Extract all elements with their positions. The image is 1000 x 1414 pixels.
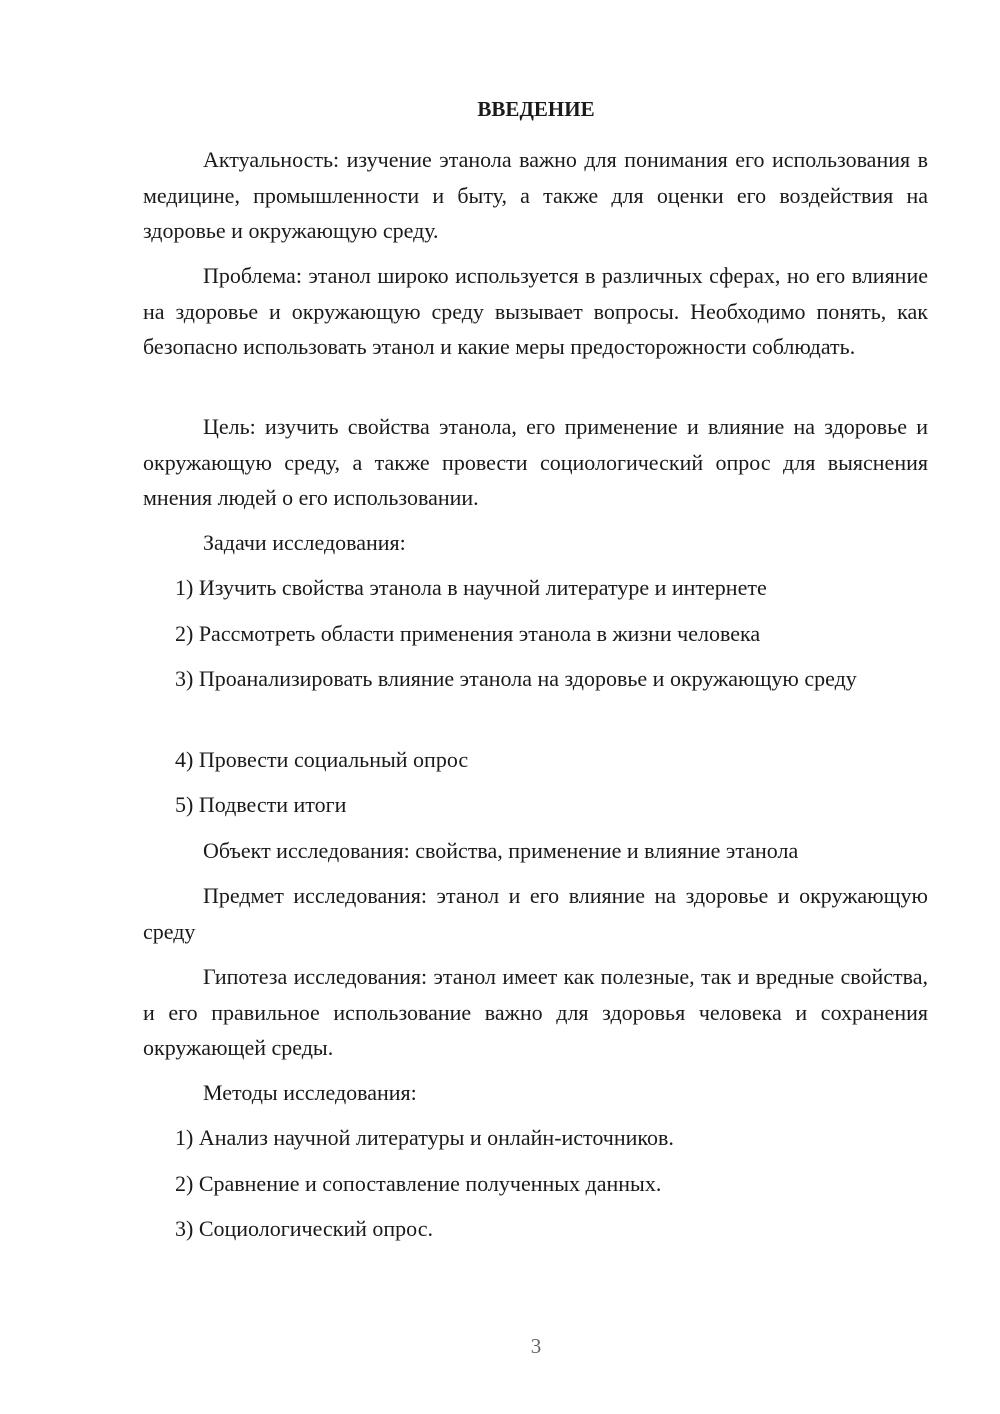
section-title: ВВЕДЕНИЕ — [477, 97, 595, 121]
object-paragraph: Объект исследования: свойства, применение и влияние этанола — [203, 838, 799, 863]
problem-paragraph: Проблема: этанол широко используется в различных сферах, но его влияние на здоровье и окружающую среду вызывает вопросы. Необходимо понять, как безопасно использовать этанол и какие меры предосторожности соблюдать. — [143, 263, 928, 359]
goal-paragraph: Цель: изучить свойства этанола, его применение и влияние на здоровье и окружающую среду, а также провести социологический опрос для выяснения мнения людей о его использовании. — [143, 414, 928, 510]
method-item: 3) Социологический опрос. — [175, 1216, 433, 1241]
method-item: 1) Анализ научной литературы и онлайн-источников. — [175, 1125, 674, 1150]
task-item: 2) Рассмотреть области применения этанола в жизни человека — [175, 621, 761, 646]
task-item: 5) Подвести итоги — [175, 792, 347, 817]
relevance-paragraph: Актуальность: изучение этанола важно для понимания его использования в медицине, промышленности и быту, а также для оценки его воздействия на здоровье и окружающую среду. — [143, 147, 928, 243]
method-item: 2) Сравнение и сопоставление полученных данных. — [175, 1171, 662, 1196]
methods-heading: Методы исследования: — [203, 1080, 417, 1105]
task-item: 3) Проанализировать влияние этанола на здоровье и окружающую среду — [175, 666, 857, 691]
subject-paragraph: Предмет исследования: этанол и его влияние на здоровье и окружающую среду — [143, 883, 928, 944]
page-number: 3 — [530, 1334, 542, 1358]
hypothesis-paragraph: Гипотеза исследования: этанол имеет как полезные, так и вредные свойства, и его правильное использование важно для здоровья человека и сохранения окружающей среды. — [143, 964, 928, 1060]
tasks-heading: Задачи исследования: — [203, 530, 406, 555]
task-item: 4) Провести социальный опрос — [175, 747, 469, 772]
task-item: 1) Изучить свойства этанола в научной литературе и интернете — [175, 575, 767, 600]
